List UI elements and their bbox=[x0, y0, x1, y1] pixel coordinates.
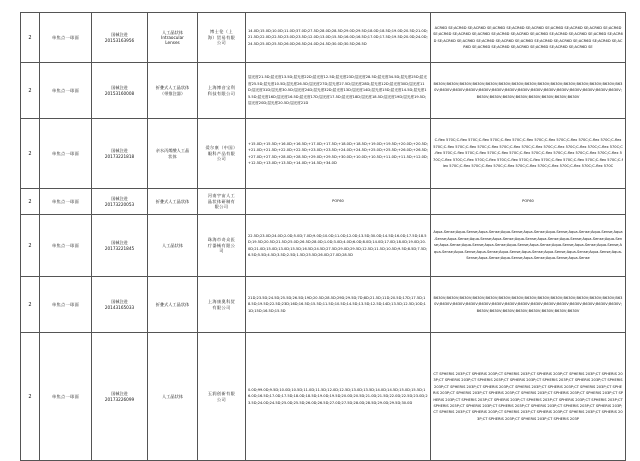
registration-number-line: 20173221818 bbox=[104, 153, 135, 159]
model-list: B630V;B630V;B630V;B630V;B630V;B630V;B630V;B630V;B630V;B630V;B630V;B630V;B630V;B630V;B630V;B630V;B630V;B630V;B630V;B630V;B630V;B630V;B630V;B630V;B630V;B630V;B630V;B630V;B630V;B630V;B630V;B630V;B630V;B630V;B630V;B630V;B630V bbox=[431, 63, 626, 119]
registration-number bbox=[92, 63, 148, 119]
company-name-line: 晶状体研制有 bbox=[207, 198, 236, 204]
registration-number bbox=[92, 13, 148, 63]
registration-number-line: 20143165033 bbox=[104, 304, 135, 310]
row-index: 2 bbox=[21, 189, 40, 215]
registration-number-line: 国械注进 bbox=[111, 299, 128, 305]
table-row bbox=[21, 277, 626, 333]
product-name bbox=[148, 119, 198, 189]
registration-number-line: 20153160008 bbox=[104, 90, 135, 96]
registration-number bbox=[92, 189, 148, 215]
row-index: 2 bbox=[21, 13, 40, 63]
registration-number-line: 20153163956 bbox=[104, 37, 135, 43]
row-index: 2 bbox=[21, 277, 40, 333]
registration-number-line: 国械注进 bbox=[111, 391, 128, 397]
registration-number-line: 国械注进 bbox=[111, 85, 128, 91]
registration-number-line: 20173221845 bbox=[104, 245, 135, 251]
company-name-line: 博士伦（上 bbox=[210, 29, 233, 35]
registration-number-line: 20173226099 bbox=[104, 396, 135, 402]
company-name-line: 玉润创新有限 bbox=[207, 390, 236, 396]
product-name bbox=[148, 13, 198, 63]
table-row bbox=[21, 333, 626, 461]
company-name-line: 上海康奥科贸 bbox=[207, 298, 236, 304]
product-name-line: 状体 bbox=[168, 153, 177, 159]
catalog-sheet bbox=[20, 12, 625, 461]
product-name bbox=[148, 215, 198, 277]
table-row bbox=[21, 13, 626, 63]
company-name bbox=[198, 333, 246, 461]
row-index: 2 bbox=[21, 215, 40, 277]
lens-category: 单焦点一球面 bbox=[40, 277, 92, 333]
company-name-line: 海）贸易有限 bbox=[207, 34, 236, 40]
product-name bbox=[148, 277, 198, 333]
table-row bbox=[21, 63, 626, 119]
company-name-line: 公司 bbox=[216, 40, 227, 46]
lens-registry-table bbox=[20, 12, 626, 461]
product-name bbox=[148, 63, 198, 119]
registration-number-line: 国械注进 bbox=[111, 196, 128, 202]
registration-number-line: 国械注进 bbox=[111, 240, 128, 246]
product-name-line: 人工晶状体 bbox=[162, 393, 183, 399]
registration-number bbox=[92, 215, 148, 277]
diopter-spec-list: 22.5D;23.0D;24.0D;2.0D;5.0D;7.0D;9.0D;10.0D;11.0D;12.0D;13.5D;30.0D;14.5D;16.0D;17.5D;18.5D;19.5D;20.5D;21.5D;25.0D;26.5D;28.0D;1.0D;3.0D;4.0D;6.0D;8.0D;14.0D;17.0D;18.0D;19.0D;20.0D;21.0D;15.0D;13.0D;15.5D;16.5D;24.5D;27.5D;29.0D;29.5D;12.5D;11.5D;10.5D;9.5D;8.5D;7.5D;6.5D;5.5D;4.5D;3.5D;2.5D;1.5D;25.5D;26.0D;27.0D;28.5D bbox=[246, 215, 431, 277]
lens-category: 单焦点一球面 bbox=[40, 189, 92, 215]
product-name-line: 折叠式人工晶状体 bbox=[155, 85, 190, 91]
company-name bbox=[198, 215, 246, 277]
product-name-line: （带推注器） bbox=[159, 90, 186, 96]
company-name bbox=[198, 13, 246, 63]
company-name bbox=[198, 63, 246, 119]
lens-category: 单焦点一球面 bbox=[40, 333, 92, 461]
table-row bbox=[21, 119, 626, 189]
registration-number bbox=[92, 333, 148, 461]
product-name-line: 亲水丙烯酸人工晶 bbox=[155, 148, 190, 154]
row-index: 2 bbox=[21, 333, 40, 461]
diopter-spec-list: 21D;23.5D;24.5D;25.5D;26.5D;19D;20.5D;28.5D;29D;29.5D;7D;8D;21.5D;11D;20.5D;17D;17.5D;18.5D;19.5D;22.5D;23D;16D;16.5D;15.5D;11.5D;10.5D;14.5D;13.5D;12.5D;14D;13.5D;12.5D;10D;11D;15D;16.5D;15.5D bbox=[246, 277, 431, 333]
product-name-line: 人工晶状体 bbox=[162, 29, 183, 35]
company-name-line: 科技有限公司 bbox=[207, 90, 236, 96]
company-name-line: 公司 bbox=[216, 396, 227, 402]
company-name bbox=[198, 189, 246, 215]
company-name-line: 上海博音宝利 bbox=[207, 84, 236, 90]
company-name-line: 疗器械有限公 bbox=[207, 242, 236, 248]
model-list: POF60 bbox=[431, 189, 626, 215]
company-name-line: 司 bbox=[219, 248, 224, 254]
registration-number-line: 20173220053 bbox=[104, 201, 135, 207]
table-row bbox=[21, 189, 626, 215]
lens-category: 单焦点一球面 bbox=[40, 13, 92, 63]
diopter-spec-list: 屈光度21.5D;屈光度13.5D;屈光度22D;屈光度12.5D;屈光度23D;屈光度28.5D;屈光度34.5D;屈光度25D;屈光度25.5D;屈光度10.5D;屈光度26.5D;屈光度27D;屈光度27.5D;屈光度28D;屈光度12D;屈光度30D;屈光度11D;屈光度31D;屈光度30.5D;屈光度24D;屈光度32D;屈光度13D;屈光度14D;屈光度15D;屈光度14.5D;屈光度15.5D;屈光度16D;屈光度16.5D;屈光度17D;屈光度17.5D;屈光度18D;屈光度18.5D;屈光度19D;屈光度19.5D;屈光度20D;屈光度20.5D;屈光度21D bbox=[246, 63, 431, 119]
registration-number-line: 国械注进 bbox=[111, 32, 128, 38]
model-list: C-flex 570C;C-flex 570C;C-flex 570C;C-flex 570C;C-flex 570C;C-flex 570C;C-flex 570C;C-flex 570C;C-flex 570C;C-flex 570C;C-flex 570C;C-flex 570C;C-flex 570C;C-flex 570C;C-flex 570C;C-flex 570C;C-flex 570C;C-flex 570C;C-flex 570C;C-flex 570C;C-flex 570C;C-flex 570C;C-flex 570C;C-flex 570C;C-flex 570C;C-flex 570C;C-flex 570C;C-flex 570C;C-flex 570C;C-flex 570C;C-flex 570C;C-flex 570C;C-flex 570C;C-flex 570C;C-flex 570C;C-flex 570C;C-flex 570C;C-flex 570C;C-flex 570C;C-flex 570C;C-flex 570C;C-flex 570C bbox=[431, 119, 626, 189]
lens-category: 单焦点一球面 bbox=[40, 63, 92, 119]
company-name-line: 有限公司 bbox=[212, 304, 231, 310]
company-name-line: 珠海市奇众医 bbox=[207, 237, 236, 243]
model-list: Aqua-Sense;Aqua-Sense;Aqua-Sense;Aqua-Sense;Aqua-Sense;Aqua-Sense;Aqua-Sense;Aqua-Sense;Aqua-Sense;Aqua-Sense;Aqua-Sense;Aqua-Sense;Aqua-Sense;Aqua-Sense;Aqua-Sense;Aqua-Sense;Aqua-Sense;Aqua-Sense;Aqua-Sense;Aqua-Sense;Aqua-Sense;Aqua-Sense;Aqua-Sense;Aqua-Sense;Aqua-Sense;Aqua-Sense;Aqua-Sense;Aqua-Sense;Aqua-Sense;Aqua-Sense;Aqua-Sense;Aqua-Sense;Aqua-Sense;Aqua-Sense;Aqua-Sense;Aqua-Sense;Aqua-Sense;Aqua-Sense;Aqua-Sense bbox=[431, 215, 626, 277]
company-name bbox=[198, 119, 246, 189]
product-name-line: Intraocular bbox=[161, 34, 184, 40]
diopter-spec-list: 0.0D;99.0D;9.5D;10.0D;10.5D;11.0D;11.5D;12.0D;12.5D;13.0D;13.5D;14.0D;14.5D;15.0D;15.5D;16.0D;16.5D;17.0D;17.5D;18.0D;18.5D;19.0D;19.5D;20.0D;20.5D;21.0D;21.5D;22.0D;22.5D;23.0D;23.5D;24.0D;24.5D;25.0D;25.5D;26.0D;26.5D;27.0D;27.5D;28.0D;28.5D;29.0D;29.5D;30.0D bbox=[246, 333, 431, 461]
company-name-line: 眼科产品有限 bbox=[207, 150, 236, 156]
diopter-spec-list: 14.0D;15.0D;10.0D;11.0D;37.0D;27.5D;28.0D;28.5D;29.0D;29.5D;18.0D;18.5D;19.0D;20.5D;21.0D;21.5D;22.0D;22.5D;23.0D;23.5D;12.0D;13.0D;15.5D;16.0D;16.5D;17.0D;17.5D;19.5D;20.0D;24.0D;24.5D;25.0D;25.5D;26.0D;26.5D;24.0D;24.5D;30.0D;30.5D;26.5D bbox=[246, 13, 431, 63]
registration-number bbox=[92, 119, 148, 189]
product-name-line: 折叠式人工晶状体 bbox=[155, 301, 190, 307]
row-index: 2 bbox=[21, 63, 40, 119]
diopter-spec-list: POF60 bbox=[246, 189, 431, 215]
product-name-line: 人工晶状体 bbox=[162, 242, 183, 248]
company-name bbox=[198, 277, 246, 333]
company-name-line: 公司 bbox=[216, 156, 227, 162]
product-name bbox=[148, 333, 198, 461]
company-name-line: 河南宇宙人工 bbox=[207, 193, 236, 199]
product-name-line: Lenses bbox=[165, 40, 180, 46]
registration-number bbox=[92, 277, 148, 333]
registration-number-line: 国械注进 bbox=[111, 148, 128, 154]
table-row bbox=[21, 215, 626, 277]
product-name bbox=[148, 189, 198, 215]
row-index: 2 bbox=[21, 119, 40, 189]
company-name-line: 爱尔康（中国） bbox=[205, 145, 238, 151]
lens-category: 单焦点一球面 bbox=[40, 215, 92, 277]
company-name-line: 限公司 bbox=[214, 204, 229, 210]
model-list: CT SPHERIS 203P;CT SPHERIS 203P;CT SPHERIS 203P;CT SPHERIS 203P;CT SPHERIS 203P;CT SPHERIS 203P;CT SPHERIS 203P;CT SPHERIS 203P;CT SPHERIS 203P;CT SPHERIS 203P;CT SPHERIS 203P;CT SPHERIS 203P;CT SPHERIS 203P;CT SPHERIS 203P;CT SPHERIS 203P;CT SPHERIS 203P;CT SPHERIS 203P;CT SPHERIS 203P;CT SPHERIS 203P;CT SPHERIS 203P;CT SPHERIS 203P;CT SPHERIS 203P;CT SPHERIS 203P;CT SPHERIS 203P;CT SPHERIS 203P;CT SPHERIS 203P;CT SPHERIS 203P;CT SPHERIS 203P;CT SPHERIS 203P;CT SPHERIS 203P;CT SPHERIS 203P;CT SPHERIS 203P;CT SPHERIS 203P;CT SPHERIS 203P;CT SPHERIS 203P;CT SPHERIS 203P;CT SPHERIS 203P;CT SPHERIS 203P;CT SPHERIS 203P;CT SPHERIS 203P;CT SPHERIS 203P;CT SPHERIS 203P;CT SPHERIS 203P;CT SPHERIS 203P bbox=[431, 333, 626, 461]
diopter-spec-list: +15.0D;+15.5D;+16.0D;+16.5D;+17.0D;+17.5D;+18.0D;+18.5D;+19.0D;+19.5D;+20.0D;+20.5D;+21.0D;+21.5D;+22.0D;+22.5D;+23.0D;+23.5D;+24.0D;+24.5D;+25.0D;+25.5D;+26.0D;+26.5D;+27.0D;+27.5D;+28.0D;+28.5D;+29.0D;+29.5D;+30.0D;+10.0D;+10.5D;+11.0D;+11.5D;+12.0D;+12.5D;+13.0D;+13.5D;+14.0D;+14.5D;+34.0D bbox=[246, 119, 431, 189]
model-list: B630V;B630V;B630V;B630V;B630V;B630V;B630V;B630V;B630V;B630V;B630V;B630V;B630V;B630V;B630V;B630V;B630V;B630V;B630V;B630V;B630V;B630V;B630V;B630V;B630V;B630V;B630V;B630V;B630V;B630V;B630V;B630V;B630V;B630V;B630V;B630V;B630V bbox=[431, 277, 626, 333]
model-list: ACR6D SE;ACR6D SE;ACR6D SE;ACR6D SE;ACR6D SE;ACR6D SE;ACR6D SE;ACR6D SE;ACR6D SE;ACR6D SE;ACR6D SE;ACR6D SE;ACR6D SE;ACR6D SE;ACR6D SE;ACR6D SE;ACR6D SE;ACR6D SE;ACR6D SE;ACR6D SE;ACR6D SE;ACR6D SE;ACR6D SE;ACR6D SE;ACR6D SE;ACR6D SE;ACR6D SE;ACR6D SE;ACR6D SE;ACR6D SE;ACR6D SE;ACR6D SE;ACR6D SE;ACR6D SE;ACR6D SE;ACR6D SE bbox=[431, 13, 626, 63]
product-name-line: 折叠式人工晶状体 bbox=[155, 198, 190, 204]
lens-category: 单焦点一球面 bbox=[40, 119, 92, 189]
